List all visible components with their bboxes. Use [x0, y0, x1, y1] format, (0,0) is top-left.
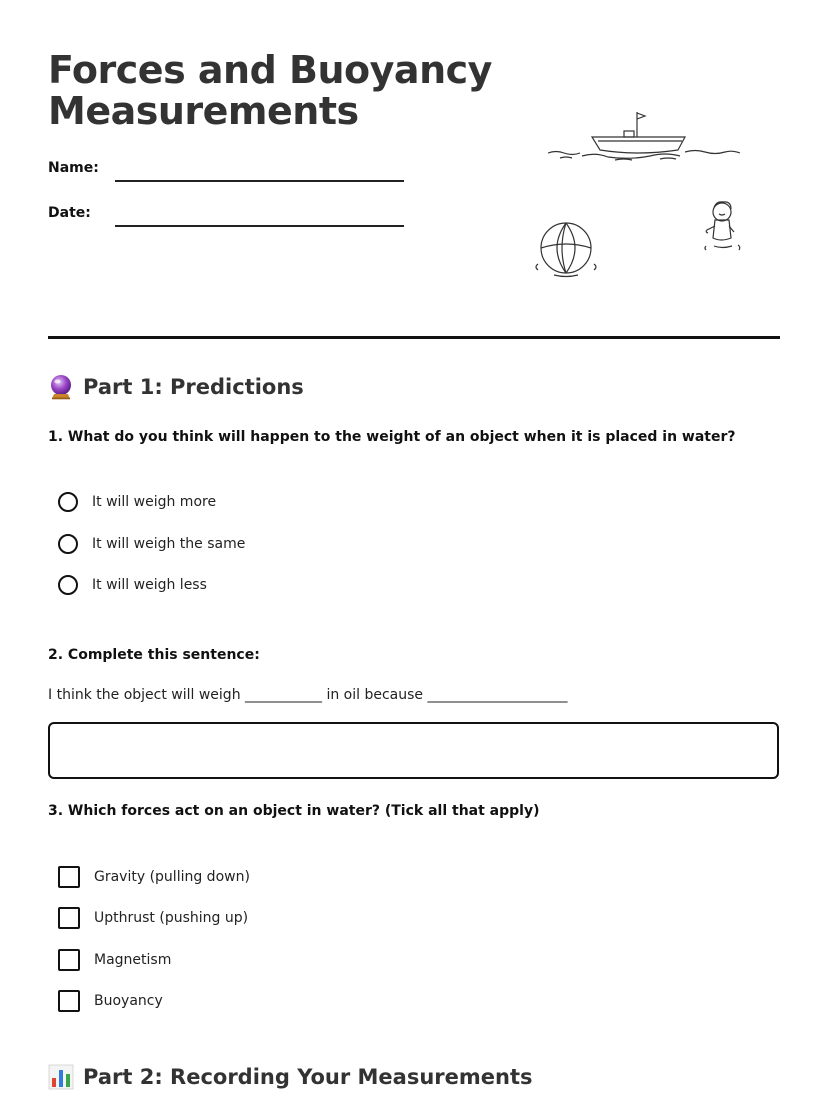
date-field[interactable]	[115, 225, 404, 227]
date-label: Date:	[48, 205, 91, 221]
checkbox[interactable]	[58, 949, 80, 971]
illustration-svg	[520, 100, 760, 290]
question-3: 3. Which forces act on an object in water? (Tick all that apply)	[48, 803, 540, 819]
option-label: Magnetism	[94, 952, 172, 968]
name-field[interactable]	[115, 180, 404, 182]
boat-illustration	[548, 112, 740, 160]
option-weigh-same[interactable]	[58, 534, 245, 554]
option-weigh-less[interactable]	[58, 575, 207, 595]
checkbox[interactable]	[58, 907, 80, 929]
option-label: It will weigh more	[92, 494, 217, 510]
illustrations	[520, 100, 760, 290]
child-in-water-illustration	[705, 202, 740, 250]
question-1: 1. What do you think will happen to the weight of an object when it is placed in water?	[48, 429, 736, 445]
checkbox-magnetism[interactable]	[58, 949, 171, 971]
title-line-2: Measurements	[48, 89, 359, 133]
beach-ball-illustration	[536, 223, 596, 277]
section-divider	[48, 336, 780, 339]
checkbox-gravity[interactable]	[58, 866, 250, 888]
checkbox[interactable]	[58, 866, 80, 888]
title-line-1: Forces and Buoyancy	[48, 48, 492, 92]
option-label: Upthrust (pushing up)	[94, 910, 249, 926]
checkbox-buoyancy[interactable]	[58, 990, 163, 1012]
name-label: Name:	[48, 160, 99, 176]
radio-button[interactable]	[58, 575, 78, 595]
part-1-heading	[48, 374, 304, 400]
radio-button[interactable]	[58, 492, 78, 512]
checkbox[interactable]	[58, 990, 80, 1012]
option-label: It will weigh less	[92, 577, 207, 593]
option-label: Gravity (pulling down)	[94, 869, 250, 885]
bar-chart-icon	[48, 1064, 74, 1090]
option-label: Buoyancy	[94, 993, 163, 1009]
checkbox-upthrust[interactable]	[58, 907, 248, 929]
option-label: It will weigh the same	[92, 536, 246, 552]
sentence-prompt: I think the object will weigh ___________ in oil because ____________________	[48, 687, 568, 703]
part-2-heading-text: Part 2: Recording Your Measurements	[83, 1065, 533, 1089]
answer-text-box[interactable]	[48, 722, 779, 779]
page-title	[48, 50, 492, 132]
question-2: 2. Complete this sentence:	[48, 647, 260, 663]
option-weigh-more[interactable]	[58, 492, 216, 512]
part-1-heading-text: Part 1: Predictions	[83, 375, 304, 399]
radio-button[interactable]	[58, 534, 78, 554]
part-2-heading	[48, 1064, 533, 1090]
crystal-ball-icon	[48, 374, 74, 400]
